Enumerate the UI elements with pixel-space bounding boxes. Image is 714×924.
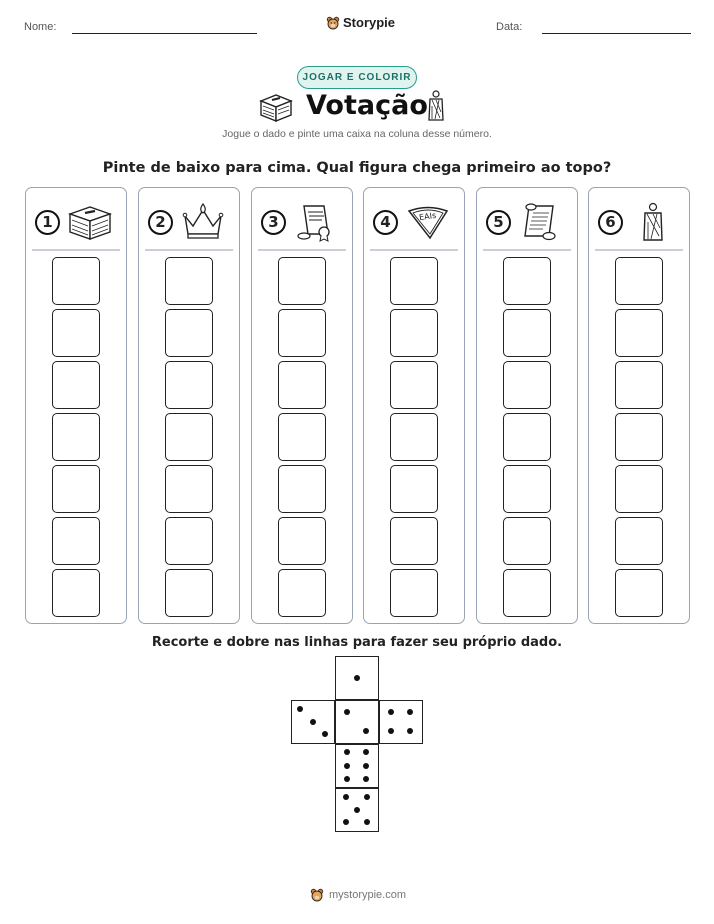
column-divider	[595, 249, 683, 251]
die-face-1	[335, 656, 379, 700]
column-divider	[32, 249, 120, 251]
activity-badge: JOGAR E COLORIR	[297, 66, 417, 89]
die-pip	[344, 749, 350, 755]
die-face-6	[335, 744, 379, 788]
color-box[interactable]	[615, 309, 663, 357]
color-box[interactable]	[278, 465, 326, 513]
die-face-3	[291, 700, 335, 744]
page-subtitle: Jogue o dado e pinte uma caixa na coluna desse número.	[222, 128, 492, 140]
column-header	[373, 202, 458, 242]
brand-name: Storypie	[343, 15, 396, 30]
color-box[interactable]	[52, 465, 100, 513]
color-box[interactable]	[503, 517, 551, 565]
instruction-question: Pinte de baixo para cima. Qual figura chega primeiro ao topo?	[102, 160, 612, 176]
color-box[interactable]	[390, 465, 438, 513]
die-pip	[364, 819, 370, 825]
column-number: 1	[35, 210, 60, 235]
color-box[interactable]	[165, 361, 213, 409]
color-box[interactable]	[615, 413, 663, 461]
color-box[interactable]	[390, 257, 438, 305]
die-pip	[354, 675, 360, 681]
column-number: 4	[373, 210, 398, 235]
footer-url[interactable]: mystorypie.com	[329, 889, 407, 901]
die-face-4	[379, 700, 423, 744]
die-pip	[363, 763, 369, 769]
die-pip	[343, 794, 349, 800]
color-box[interactable]	[278, 361, 326, 409]
color-box[interactable]	[52, 257, 100, 305]
column-divider	[483, 249, 571, 251]
column-divider	[258, 249, 346, 251]
color-box[interactable]	[503, 465, 551, 513]
color-box[interactable]	[278, 257, 326, 305]
color-box[interactable]	[390, 413, 438, 461]
column-2	[138, 187, 240, 624]
die-pip	[344, 709, 350, 715]
toga-icon	[424, 90, 448, 122]
die-pip	[344, 776, 350, 782]
column-header	[148, 202, 233, 242]
die-pip	[388, 728, 394, 734]
column-header	[261, 202, 346, 242]
column-divider	[145, 249, 233, 251]
column-number: 2	[148, 210, 173, 235]
color-box[interactable]	[165, 517, 213, 565]
color-box[interactable]	[52, 309, 100, 357]
color-box[interactable]	[503, 309, 551, 357]
color-box[interactable]	[165, 309, 213, 357]
color-box[interactable]	[615, 361, 663, 409]
ballot-box-icon	[258, 91, 294, 123]
column-3	[251, 187, 353, 624]
color-box[interactable]	[278, 309, 326, 357]
color-box[interactable]	[390, 361, 438, 409]
column-4	[363, 187, 465, 624]
color-box[interactable]	[615, 465, 663, 513]
bear-logo-icon	[310, 888, 324, 902]
color-box[interactable]	[52, 413, 100, 461]
toga-icon	[631, 202, 675, 242]
color-box[interactable]	[165, 569, 213, 617]
column-5	[476, 187, 578, 624]
name-label: Nome:	[24, 21, 57, 33]
column-number: 5	[486, 210, 511, 235]
brand-logo	[326, 15, 395, 30]
ballot-slip-icon	[406, 202, 450, 242]
page-title: Votação	[306, 90, 428, 121]
scroll-icon	[519, 202, 563, 242]
die-face-2	[335, 700, 379, 744]
color-box[interactable]	[503, 257, 551, 305]
color-box[interactable]	[278, 517, 326, 565]
color-box[interactable]	[390, 569, 438, 617]
color-box[interactable]	[52, 517, 100, 565]
color-box[interactable]	[52, 569, 100, 617]
die-pip	[407, 728, 413, 734]
color-box[interactable]	[503, 361, 551, 409]
die-pip	[322, 731, 328, 737]
color-box[interactable]	[165, 413, 213, 461]
die-pip	[344, 763, 350, 769]
color-box[interactable]	[278, 413, 326, 461]
svg-text:EAIs: EAIs	[418, 210, 437, 223]
die-pip	[407, 709, 413, 715]
column-header	[486, 202, 571, 242]
die-pip	[363, 728, 369, 734]
date-line[interactable]	[542, 33, 691, 34]
color-box[interactable]	[615, 257, 663, 305]
cut-instruction: Recorte e dobre nas linhas para fazer seu próprio dado.	[151, 635, 563, 650]
color-box[interactable]	[52, 361, 100, 409]
bear-logo-icon	[326, 16, 340, 30]
column-header	[598, 202, 683, 242]
column-header	[35, 202, 120, 242]
color-box[interactable]	[165, 257, 213, 305]
color-box[interactable]	[390, 309, 438, 357]
die-pip	[354, 807, 360, 813]
diploma-icon	[294, 202, 338, 242]
column-6	[588, 187, 690, 624]
footer	[310, 888, 406, 902]
column-divider	[370, 249, 458, 251]
color-box[interactable]	[503, 413, 551, 461]
die-pip	[310, 719, 316, 725]
die-pip	[363, 749, 369, 755]
die-pip	[363, 776, 369, 782]
color-box[interactable]	[165, 465, 213, 513]
die-pip	[343, 819, 349, 825]
date-label: Data:	[496, 21, 523, 33]
column-1	[25, 187, 127, 624]
die-pip	[297, 706, 303, 712]
color-box[interactable]	[278, 569, 326, 617]
ballot-box-icon	[68, 202, 112, 242]
column-number: 3	[261, 210, 286, 235]
crown-icon	[181, 202, 225, 242]
color-box[interactable]	[503, 569, 551, 617]
die-pip	[364, 794, 370, 800]
die-pip	[388, 709, 394, 715]
color-box[interactable]	[390, 517, 438, 565]
color-box[interactable]	[615, 517, 663, 565]
color-box[interactable]	[615, 569, 663, 617]
column-number: 6	[598, 210, 623, 235]
die-face-5	[335, 788, 379, 832]
name-line[interactable]	[72, 33, 257, 34]
